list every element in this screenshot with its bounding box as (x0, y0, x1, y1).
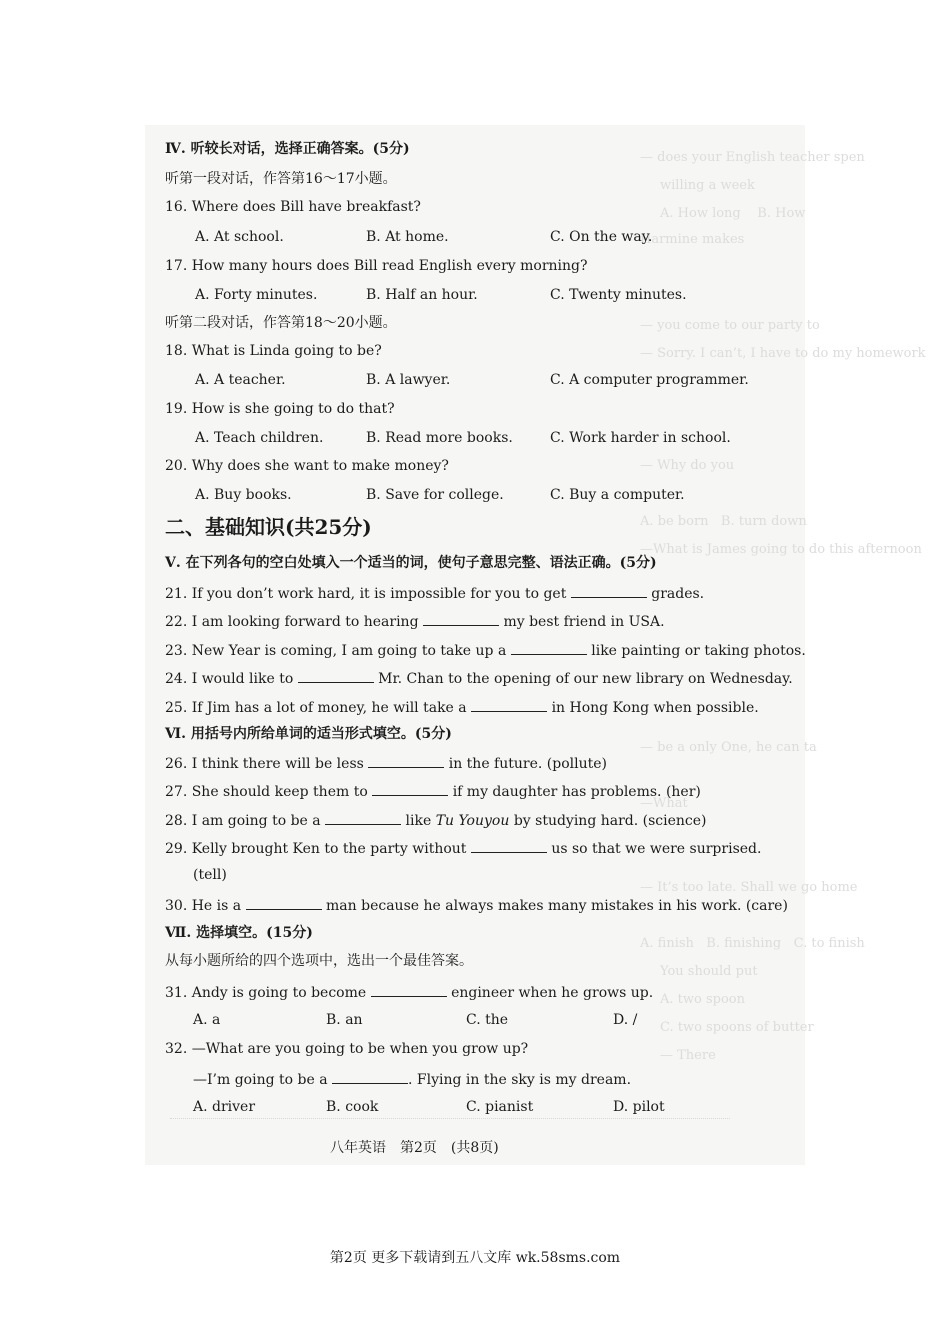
q29-text-after: us so that we were surprised. (551, 841, 762, 857)
q22-text-after: my best friend in USA. (503, 614, 665, 630)
q24-text-before: 24. I would like to (165, 671, 294, 687)
section-5-title: Ⅴ. 在下列各句的空白处填入一个适当的词，使句子意思完整、语法正确。(5分) (165, 555, 657, 571)
q28-italic-name: Tu Youyou (435, 813, 510, 829)
question-26 (165, 753, 607, 773)
q31-option-a: A. a (193, 1012, 221, 1028)
q16-option-b: B. At home. (366, 229, 449, 245)
q16-option-c: C. On the way. (550, 229, 653, 245)
q25-text-before: 25. If Jim has a lot of money, he will take a (165, 700, 467, 716)
q26-answer-blank[interactable] (368, 753, 444, 768)
q18-option-c: C. A computer programmer. (550, 372, 749, 388)
q19-option-a: A. Teach children. (195, 430, 324, 446)
q22-answer-blank[interactable] (423, 611, 499, 626)
q22-text-before: 22. I am looking forward to hearing (165, 614, 419, 630)
question-27 (165, 781, 701, 801)
q24-answer-blank[interactable] (298, 668, 374, 683)
q17-option-b: B. Half an hour. (366, 287, 478, 303)
q28-text-middle: like (405, 813, 432, 829)
question-29 (165, 838, 761, 858)
q32-answer-blank[interactable] (332, 1069, 408, 1084)
question-32-response (193, 1069, 631, 1089)
q23-text-after: like painting or taking photos. (591, 643, 806, 659)
question-28 (165, 810, 707, 830)
q32-option-b: B. cook (326, 1099, 379, 1115)
question-17: 17. How many hours does Bill read English every morning? (165, 258, 588, 274)
question-21 (165, 583, 704, 603)
q21-answer-blank[interactable] (571, 583, 647, 598)
q19-option-b: B. Read more books. (366, 430, 513, 446)
q23-text-before: 23. New Year is coming, I am going to take up a (165, 643, 507, 659)
q32-text-before: —I’m going to be a (193, 1072, 328, 1088)
section-7-intro: 从每小题所给的四个选项中，选出一个最佳答案。 (165, 953, 473, 969)
download-note: 第2页 更多下载请到五八文库 wk.58sms.com (329, 1250, 621, 1266)
q24-text-after: Mr. Chan to the opening of our new library on Wednesday. (378, 671, 793, 687)
q31-option-c: C. the (466, 1012, 509, 1028)
q32-option-d: D. pilot (613, 1099, 665, 1115)
question-31 (165, 982, 653, 1002)
q26-text-before: 26. I think there will be less (165, 756, 364, 772)
q31-option-b: B. an (326, 1012, 363, 1028)
q28-text-before: 28. I am going to be a (165, 813, 321, 829)
section-6-title: Ⅵ. 用括号内所给单词的适当形式填空。(5分) (165, 726, 452, 742)
q25-text-after: in Hong Kong when possible. (551, 700, 759, 716)
section-4-intro-2: 听第二段对话，作答第18～20小题。 (165, 315, 397, 331)
question-32: 32. —What are you going to be when you grow up? (165, 1041, 529, 1057)
q32-option-a: A. driver (193, 1099, 256, 1115)
q17-option-a: A. Forty minutes. (195, 287, 318, 303)
q32-option-c: C. pianist (466, 1099, 534, 1115)
question-18: 18. What is Linda going to be? (165, 343, 382, 359)
q20-option-a: A. Buy books. (195, 487, 292, 503)
q21-text-before: 21. If you don’t work hard, it is impossible for you to get (165, 586, 567, 602)
q27-text-before: 27. She should keep them to (165, 784, 368, 800)
q31-answer-blank[interactable] (371, 982, 447, 997)
q29-continuation: (tell) (193, 867, 227, 883)
page-footer: 八年英语 第2页 (共8页) (330, 1140, 499, 1156)
q20-option-c: C. Buy a computer. (550, 487, 685, 503)
q25-answer-blank[interactable] (471, 697, 547, 712)
page-divider (170, 1118, 730, 1119)
q29-text-before: 29. Kelly brought Ken to the party without (165, 841, 467, 857)
question-23 (165, 640, 806, 660)
q28-answer-blank[interactable] (325, 810, 401, 825)
question-25 (165, 697, 759, 717)
q30-text-before: 30. He is a (165, 898, 242, 914)
question-20: 20. Why does she want to make money? (165, 458, 449, 474)
q31-option-d: D. / (613, 1012, 638, 1028)
part-2-title: 二、基础知识(共25分) (165, 515, 372, 539)
q26-text-after: in the future. (pollute) (448, 756, 607, 772)
q16-option-a: A. At school. (195, 229, 284, 245)
q28-text-after: by studying hard. (science) (513, 813, 707, 829)
q18-option-b: B. A lawyer. (366, 372, 451, 388)
section-4-title: Ⅳ. 听较长对话，选择正确答案。(5分) (165, 141, 410, 157)
question-19: 19. How is she going to do that? (165, 401, 395, 417)
question-16: 16. Where does Bill have breakfast? (165, 199, 421, 215)
q19-option-c: C. Work harder in school. (550, 430, 731, 446)
q17-option-c: C. Twenty minutes. (550, 287, 687, 303)
question-24 (165, 668, 793, 688)
question-30 (165, 895, 788, 915)
q30-answer-blank[interactable] (246, 895, 322, 910)
question-22 (165, 611, 665, 631)
q31-text-after: engineer when he grows up. (451, 985, 654, 1001)
q21-text-after: grades. (651, 586, 705, 602)
q18-option-a: A. A teacher. (195, 372, 286, 388)
q27-answer-blank[interactable] (372, 781, 448, 796)
section-4-intro-1: 听第一段对话，作答第16～17小题。 (165, 171, 397, 187)
q29-answer-blank[interactable] (471, 838, 547, 853)
q32-text-after: . Flying in the sky is my dream. (408, 1072, 632, 1088)
section-7-title: Ⅶ. 选择填空。(15分) (165, 925, 313, 941)
q27-text-after: if my daughter has problems. (her) (452, 784, 701, 800)
q30-text-after: man because he always makes many mistakes in his work. (care) (326, 898, 788, 914)
q20-option-b: B. Save for college. (366, 487, 504, 503)
q23-answer-blank[interactable] (511, 640, 587, 655)
q31-text-before: 31. Andy is going to become (165, 985, 367, 1001)
